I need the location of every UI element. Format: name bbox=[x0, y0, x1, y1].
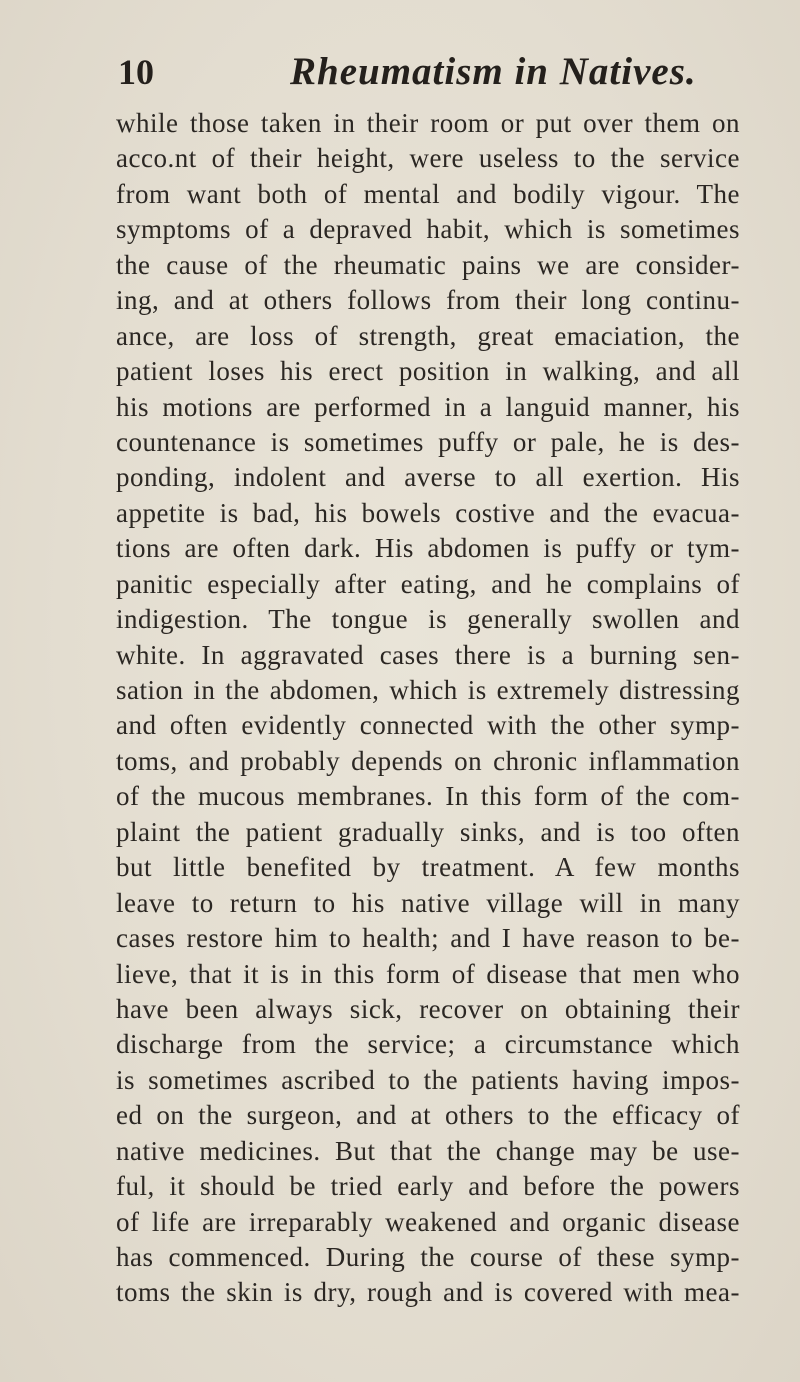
text-line: his motions are performed in a languid manner, his bbox=[116, 391, 740, 422]
text-line: appetite is bad, his bowels costive and the evacua- bbox=[116, 497, 740, 528]
text-line: and often evidently connected with the other symp- bbox=[116, 710, 740, 741]
text-line: ed on the surgeon, and at others to the efficacy of bbox=[116, 1100, 740, 1131]
text-line: while those taken in their room or put over them on bbox=[116, 108, 740, 138]
text-line: panitic especially after eating, and he complains of bbox=[116, 568, 740, 599]
text-line: plaint the patient gradually sinks, and is too often bbox=[116, 816, 740, 847]
text-line: discharge from the service; a circumstance which bbox=[116, 1029, 740, 1060]
text-line: the cause of the rheumatic pains we are consider- bbox=[116, 249, 740, 280]
running-title: Rheumatism in Natives. bbox=[290, 50, 697, 93]
text-line: white. In aggravated cases there is a burning sen- bbox=[116, 639, 740, 670]
text-line: leave to return to his native village will in many bbox=[116, 887, 740, 918]
text-line: lieve, that it is in this form of disease that men who bbox=[116, 958, 740, 989]
text-line: toms the skin is dry, rough and is covered with mea- bbox=[116, 1277, 740, 1308]
body-text bbox=[116, 106, 740, 1311]
text-line: of the mucous membranes. In this form of the com- bbox=[116, 781, 740, 812]
text-line: toms, and probably depends on chronic inflammation bbox=[116, 745, 740, 776]
text-line: patient loses his erect position in walking, and all bbox=[116, 356, 740, 387]
text-line: ing, and at others follows from their long continu- bbox=[116, 285, 740, 316]
text-line: ance, are loss of strength, great emaciation, the bbox=[116, 320, 740, 351]
text-line: of life are irreparably weakened and organic disease bbox=[116, 1206, 740, 1237]
text-line: acco.nt of their height, were useless to the service bbox=[116, 143, 740, 174]
text-line: tions are often dark. His abdomen is puffy or tym- bbox=[116, 533, 740, 564]
text-line: from want both of mental and bodily vigour. The bbox=[116, 178, 740, 209]
text-line: indigestion. The tongue is generally swollen and bbox=[116, 604, 740, 635]
text-line: native medicines. But that the change may be use- bbox=[116, 1135, 740, 1166]
text-line: has commenced. During the course of these symp- bbox=[116, 1242, 740, 1272]
text-line: is sometimes ascribed to the patients having impos- bbox=[116, 1064, 740, 1095]
text-line: ful, it should be tried early and before the powers bbox=[116, 1171, 740, 1202]
page-number: 10 bbox=[118, 52, 154, 92]
running-head bbox=[118, 42, 738, 102]
text-line: cases restore him to health; and I have reason to be- bbox=[116, 923, 740, 954]
text-line: countenance is sometimes puffy or pale, he is des- bbox=[116, 426, 740, 457]
text-line: have been always sick, recover on obtaining their bbox=[116, 993, 740, 1024]
text-line: ponding, indolent and averse to all exertion. His bbox=[116, 462, 740, 493]
text-line: symptoms of a depraved habit, which is sometimes bbox=[116, 214, 740, 245]
text-line: sation in the abdomen, which is extremely distressing bbox=[116, 675, 740, 705]
text-line: but little benefited by treatment. A few months bbox=[116, 852, 740, 883]
